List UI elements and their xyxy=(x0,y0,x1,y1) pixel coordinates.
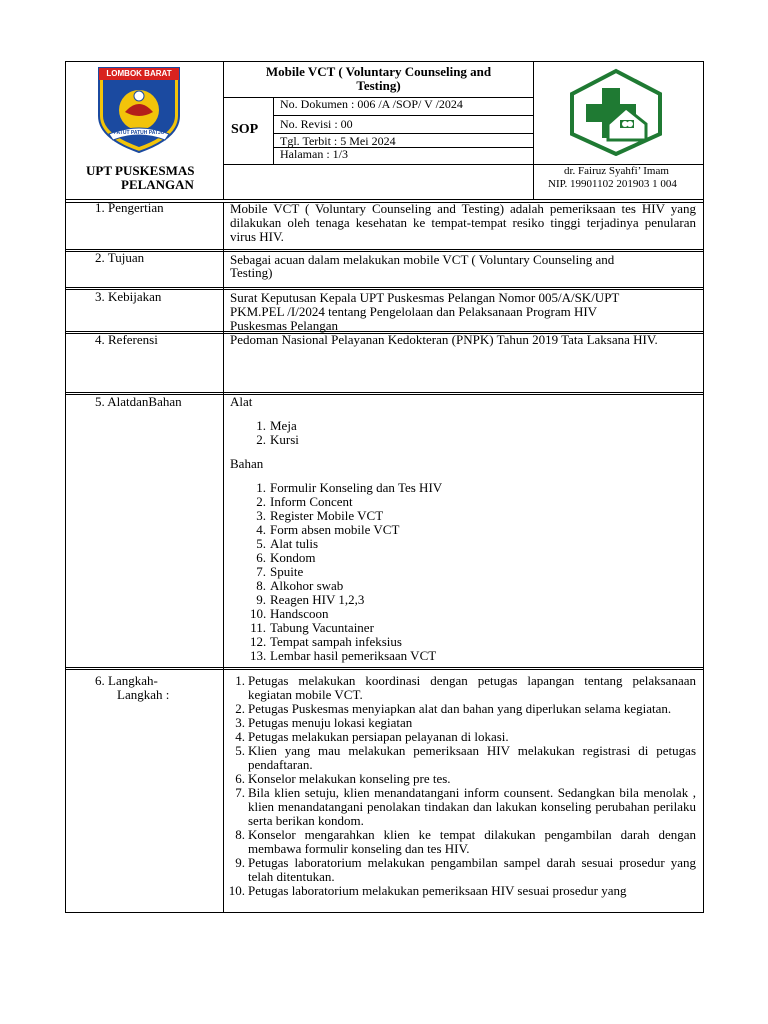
langkah-step-text: Petugas laboratorium melakukan pemeriksaan HIV sesuai prosedur yang xyxy=(248,883,627,898)
crest-ribbon-text: PATUT PATUH PATJU xyxy=(113,130,165,136)
bahan-item-number: 6. xyxy=(256,550,266,565)
bahan-item xyxy=(250,551,550,565)
referensi-label: 4. Referensi xyxy=(95,332,158,347)
bahan-item xyxy=(250,523,550,537)
bahan-item xyxy=(250,579,550,593)
alat-item xyxy=(250,433,550,447)
bahan-item xyxy=(250,607,550,621)
org-name-line2: PELANGAN xyxy=(121,177,194,192)
langkah-steps-list xyxy=(228,674,696,898)
table-border-bottom xyxy=(65,912,704,913)
bahan-item-number: 12. xyxy=(250,634,267,649)
langkah-step-number: 6. xyxy=(235,771,245,786)
langkah-step xyxy=(228,772,696,786)
bahan-item xyxy=(250,537,550,551)
bahan-item-text: Form absen mobile VCT xyxy=(270,522,400,537)
puskesmas-logo-icon xyxy=(568,68,664,156)
bahan-item xyxy=(250,565,550,579)
crest-banner-text: LOMBOK BARAT xyxy=(106,69,172,78)
bahan-item-text: Register Mobile VCT xyxy=(270,508,384,523)
pengertian-label: 1. Pengertian xyxy=(95,200,164,215)
kebijakan-line3: Puskesmas Pelangan xyxy=(230,318,338,333)
sop-divider xyxy=(273,97,274,165)
alat-item-number: 1. xyxy=(256,418,266,433)
tujuan-line1: Sebagai acuan dalam melakukan mobile VCT ( Voluntary Counseling and xyxy=(230,252,615,267)
alat-item-text: Kursi xyxy=(270,432,299,447)
revision-number: No. Revisi : 00 xyxy=(280,117,353,131)
langkah-step xyxy=(228,786,696,828)
langkah-step-text: Petugas melakukan persiapan pelayanan di lokasi. xyxy=(248,729,509,744)
document-title-line2: Testing) xyxy=(356,78,401,93)
bahan-item-text: Lembar hasil pemeriksaan VCT xyxy=(270,648,437,663)
bahan-item-number: 7. xyxy=(256,564,266,579)
langkah-step xyxy=(228,828,696,856)
bahan-item-number: 10. xyxy=(250,606,267,621)
bahan-item-text: Formulir Konseling dan Tes HIV xyxy=(270,480,443,495)
langkah-step xyxy=(228,856,696,884)
bahan-item-text: Kondom xyxy=(270,550,316,565)
bahan-item-number: 8. xyxy=(256,578,266,593)
referensi-text: Pedoman Nasional Pelayanan Kedokteran (PNPK) Tahun 2019 Tata Laksana HIV. xyxy=(230,332,658,347)
row-divider-5b xyxy=(65,669,704,670)
page-number: Halaman : 1/3 xyxy=(280,147,348,161)
alat-bahan-label: 5. AlatdanBahan xyxy=(95,394,182,409)
langkah-step-number: 7. xyxy=(235,785,245,800)
doc-number: No. Dokumen : 006 /A /SOP/ V /2024 xyxy=(280,97,463,111)
alat-title: Alat xyxy=(230,394,253,409)
kebijakan-label: 3. Kebijakan xyxy=(95,289,162,304)
bahan-item-number: 11. xyxy=(250,620,266,635)
row-divider-5 xyxy=(65,667,704,668)
bahan-item-number: 5. xyxy=(256,536,266,551)
langkah-label-line2: Langkah : xyxy=(117,687,170,702)
bahan-item-text: Reagen HIV 1,2,3 xyxy=(270,592,365,607)
bahan-list xyxy=(250,481,550,663)
bahan-item xyxy=(250,509,550,523)
bahan-item-number: 9. xyxy=(256,592,266,607)
bahan-item-text: Alkohor swab xyxy=(270,578,344,593)
bahan-item-text: Spuite xyxy=(270,564,304,579)
kebijakan-line2: PKM.PEL /I/2024 tentang Pengelolaan dan Pelaksanaan Program HIV xyxy=(230,304,598,319)
document-title xyxy=(224,65,533,93)
bahan-item xyxy=(250,481,550,495)
langkah-step-text: Petugas Puskesmas menyiapkan alat dan bahan yang diperlukan selama kegiatan. xyxy=(248,701,672,716)
kebijakan-line1: Surat Keputusan Kepala UPT Puskesmas Pelangan Nomor 005/A/SK/UPT xyxy=(230,290,620,305)
langkah-step-text: Petugas laboratorium melakukan pengambilan sampel darah sesuai prosedur yang telah ditentukan. xyxy=(248,855,696,884)
bahan-item xyxy=(250,621,550,635)
bahan-item-text: Tabung Vacuntainer xyxy=(270,620,374,635)
bahan-item-number: 13. xyxy=(250,648,267,663)
row-divider-4 xyxy=(65,392,704,393)
bahan-item-number: 2. xyxy=(256,494,266,509)
langkah-step-text: Petugas menuju lokasi kegiatan xyxy=(248,715,413,730)
langkah-step-text: Konselor melakukan konseling pre tes. xyxy=(248,771,451,786)
bahan-item xyxy=(250,593,550,607)
head-nip: NIP. 19901102 201903 1 004 xyxy=(548,178,677,190)
document-title-line1: Mobile VCT ( Voluntary Counseling and xyxy=(265,64,492,79)
table-border-right xyxy=(703,61,704,913)
pengertian-text: Mobile VCT ( Voluntary Counseling and Testing) adalah pemeriksaan tes HIV yang dilakukan oleh tenaga kesehatan ke tempat-tempat resiko tinggi terjadinya penularan virus HIV. xyxy=(230,201,696,244)
langkah-step-number: 9. xyxy=(235,855,245,870)
tujuan-label: 2. Tujuan xyxy=(95,250,145,265)
langkah-step-number: 5. xyxy=(235,743,245,758)
alat-list xyxy=(250,419,550,447)
left-logo xyxy=(95,66,183,154)
bahan-title: Bahan xyxy=(230,456,264,471)
org-name-line1: UPT PUSKESMAS xyxy=(86,163,195,178)
bahan-item xyxy=(250,649,550,663)
bahan-item-number: 4. xyxy=(256,522,266,537)
header-divider-2 xyxy=(533,61,534,200)
issue-date: Tgl. Terbit : 5 Mei 2024 xyxy=(280,134,396,148)
right-logo xyxy=(568,68,664,156)
langkah-step-number: 3. xyxy=(235,715,245,730)
langkah-step-text: Bila klien setuju, klien menandatangani inform counsent. Sedangkan bila menolak , klien menandatangani penolakan tindakan dan lakukan konseling perubahan perilaku serta berikan kondom. xyxy=(248,785,696,828)
langkah-step-text: Konselor mengarahkan klien ke tempat dilakukan pengambilan darah dengan membawa formulir konseling dan tes HIV. xyxy=(248,827,696,856)
langkah-step-text: Petugas melakukan koordinasi dengan petugas lapangan tentang pelaksanaan kegiatan mobile VCT. xyxy=(248,673,696,702)
langkah-step xyxy=(228,716,696,730)
bahan-item-text: Handscoon xyxy=(270,606,329,621)
bahan-item-number: 3. xyxy=(256,508,266,523)
langkah-step xyxy=(228,744,696,772)
bahan-item-text: Tempat sampah infeksius xyxy=(270,634,402,649)
alat-item xyxy=(250,419,550,433)
table-border-left xyxy=(65,61,66,913)
langkah-step-number: 2. xyxy=(235,701,245,716)
langkah-step xyxy=(228,730,696,744)
tujuan-line2: Testing) xyxy=(230,265,273,280)
langkah-label-line1: 6. Langkah- xyxy=(95,673,158,688)
alat-item-text: Meja xyxy=(270,418,297,433)
table-border-top xyxy=(65,61,704,62)
sop-label: SOP xyxy=(231,122,259,137)
langkah-step-number: 8. xyxy=(235,827,245,842)
langkah-step xyxy=(228,702,696,716)
alat-item-number: 2. xyxy=(256,432,266,447)
bahan-item-text: Alat tulis xyxy=(270,536,319,551)
langkah-step xyxy=(228,674,696,702)
meta-line-1 xyxy=(273,115,534,116)
bahan-item xyxy=(250,495,550,509)
bahan-item-text: Inform Concent xyxy=(270,494,353,509)
langkah-step-number: 1. xyxy=(235,673,245,688)
row-divider-1 xyxy=(65,249,704,250)
langkah-step xyxy=(228,884,696,898)
langkah-step-number: 10. xyxy=(228,883,245,898)
body-column-divider xyxy=(223,202,224,913)
langkah-step-text: Klien yang mau melakukan pemeriksaan HIV melakukan registrasi di petugas pendaftaran. xyxy=(248,743,696,772)
row-divider-2 xyxy=(65,287,704,288)
head-name: dr. Fairuz Syahfi’ Imam xyxy=(564,165,669,177)
bahan-item xyxy=(250,635,550,649)
langkah-step-number: 4. xyxy=(235,729,245,744)
bahan-item-number: 1. xyxy=(256,480,266,495)
